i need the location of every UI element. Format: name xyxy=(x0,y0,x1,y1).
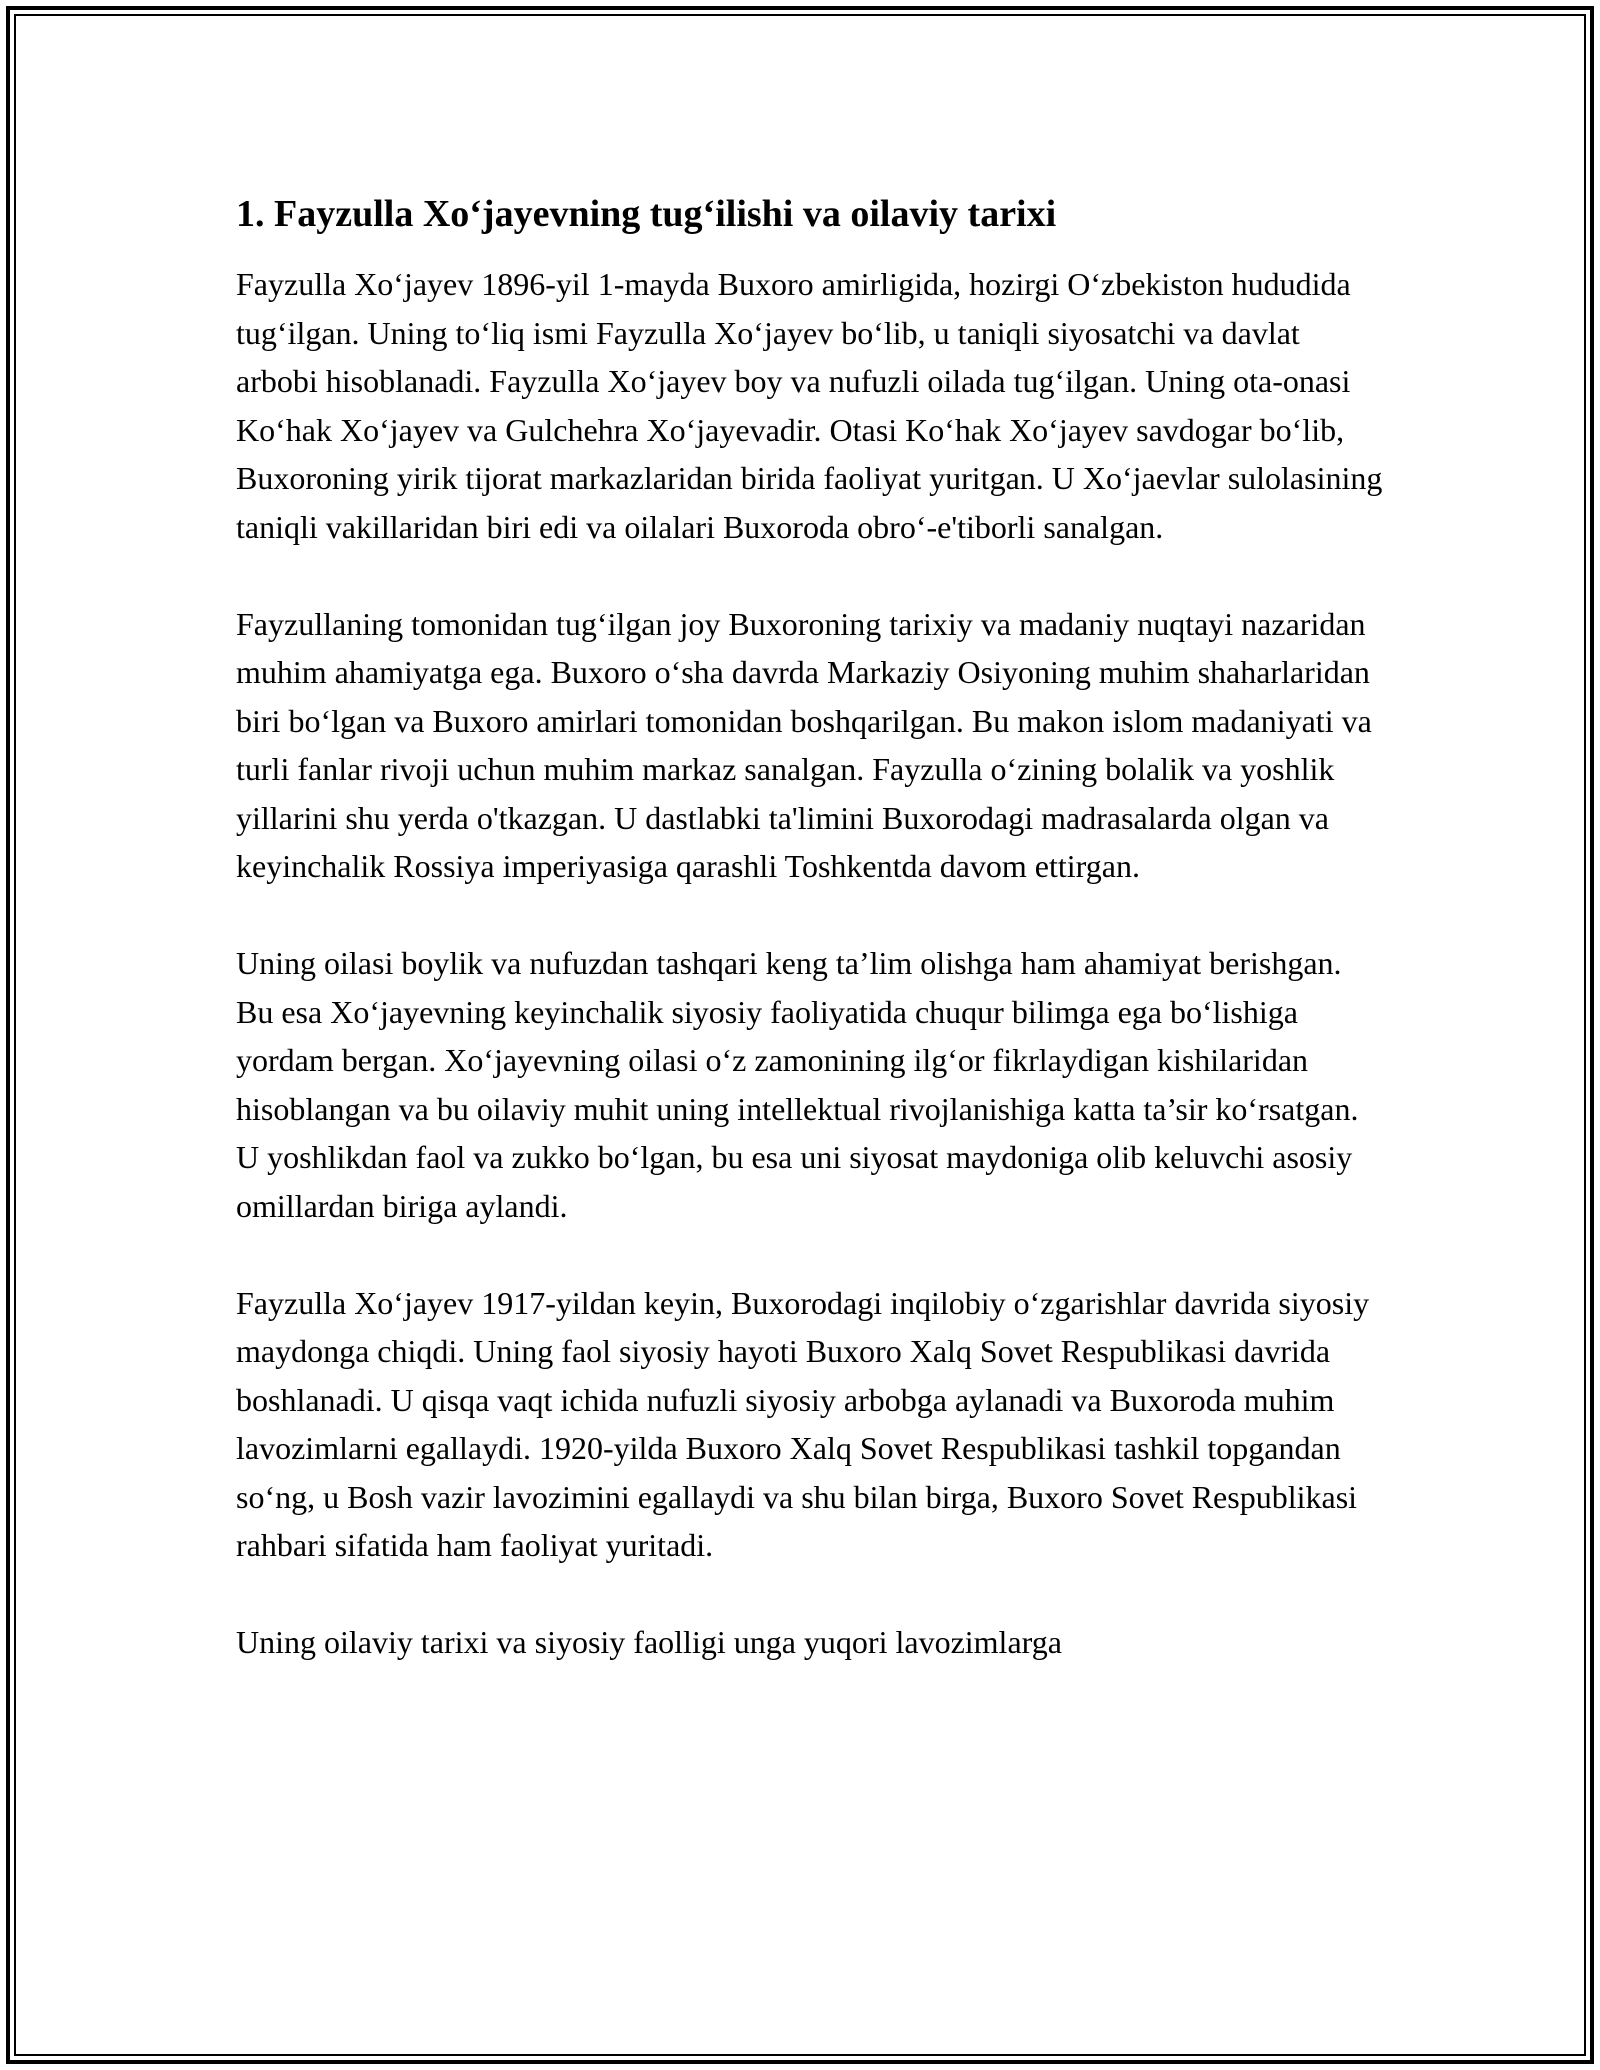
paragraph-5: Uning oilaviy tarixi va siyosiy faolligi unga yuqori lavozimlarga xyxy=(236,1624,1062,1660)
paragraph-1: Fayzulla Xo‘jayev 1896-yil 1-mayda Buxoro amirligida, hozirgi O‘zbekiston hududida tug‘ilgan. Uning to‘liq ismi Fayzulla Xo‘jayev bo‘lib, u taniqli siyosatchi va davlat arbobi hisoblanadi. Fayzulla Xo‘jayev boy va nufuzli oilada tug‘ilgan. Uning ota-onasi Ko‘hak Xo‘jayev va Gulchehra Xo‘jayevadir. Otasi Ko‘hak Xo‘jayev savdogar bo‘lib, Buxoroning yirik tijorat markazlaridan birida faoliyat yuritgan. U Xo‘jaevlar sulolasining taniqli vakillaridan biri edi va oilalari Buxoroda obro‘-e'tiborli sanalgan. xyxy=(236,266,1383,545)
paragraph-4: Fayzulla Xo‘jayev 1917-yildan keyin, Buxorodagi inqilobiy o‘zgarishlar davrida siyosiy maydonga chiqdi. Uning faol siyosiy hayoti Buxoro Xalq Sovet Respublikasi davrida boshlanadi. U qisqa vaqt ichida nufuzli siyosiy arbobga aylanadi va Buxoroda muhim lavozimlarni egallaydi. 1920-yilda Buxoro Xalq Sovet Respublikasi tashkil topgandan so‘ng, u Bosh vazir lavozimini egallaydi va shu bilan birga, Buxoro Sovet Respublikasi rahbari sifatida ham faoliyat yuritadi. xyxy=(236,1284,1370,1563)
document-body xyxy=(236,190,1386,1715)
paragraph-3: Uning oilasi boylik va nufuzdan tashqari keng ta’lim olishga ham ahamiyat berishgan. Bu esa Xo‘jayevning keyinchalik siyosiy faoliyatida chuqur bilimga ega bo‘lishiga yordam bergan. Xo‘jayevning oilasi o‘z zamonining ilg‘or fikrlaydigan kishilaridan hisoblangan va bu oilaviy muhit uning intellektual rivojlanishiga katta ta’sir ko‘rsatgan. U yoshlikdan faol va zukko bo‘lgan, bu esa uni siyosat maydoniga olib keluvchi asosiy omillardan biriga aylandi. xyxy=(236,945,1359,1224)
section-heading: 1. Fayzulla Xo‘jayevning tug‘ilishi va oilaviy tarixi xyxy=(236,193,1057,235)
paragraph-2: Fayzullaning tomonidan tug‘ilgan joy Buxoroning tarixiy va madaniy nuqtayi nazaridan muhim ahamiyatga ega. Buxoro o‘sha davrda Markaziy Osiyoning muhim shaharlaridan biri bo‘lgan va Buxoro amirlari tomonidan boshqarilgan. Bu makon islom madaniyati va turli fanlar rivoji uchun muhim markaz sanalgan. Fayzulla o‘zining bolalik va yoshlik yillarini shu yerda o'tkazgan. U dastlabki ta'limini Buxorodagi madrasalarda olgan va keyinchalik Rossiya imperiyasiga qarashli Toshkentda davom ettirgan. xyxy=(236,605,1372,884)
